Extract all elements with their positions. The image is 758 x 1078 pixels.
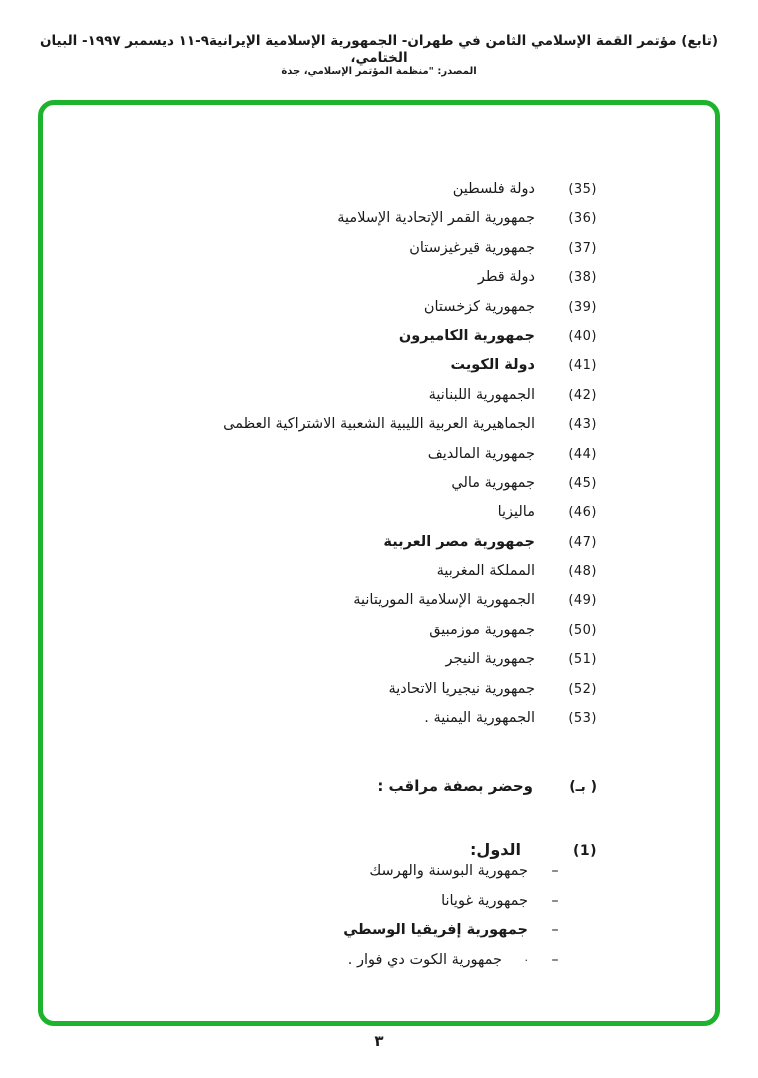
member-country-name: جمهورية موزمبيق [429,621,535,638]
member-number: (53) [568,711,597,727]
member-country-name: دولة قطر [477,269,535,286]
observer-states-list [58,857,562,976]
member-number: (48) [568,564,597,580]
observer-state-row [58,857,562,887]
member-country-name: جمهورية المالديف [427,445,535,462]
member-number: (42) [568,387,597,403]
member-country-name: جمهورية كزخستان [423,298,535,315]
member-number: (44) [568,446,597,462]
member-country-name: جمهورية الكاميرون [398,327,535,344]
member-number: (52) [568,681,597,697]
dash-bullet: – [551,952,559,969]
observers-group-marker: (1) [572,843,597,859]
observers-section-title: وحضر بصفة مراقب : [377,777,533,795]
member-number: (49) [568,593,597,609]
member-country-name: جمهورية قيرغيزستان [409,239,535,256]
green-border-frame [38,100,720,1026]
observer-state-row [58,887,562,917]
member-country-name: دولة فلسطين [452,181,535,197]
member-number: (43) [568,417,597,433]
member-country-name: جمهورية نيجيريا الاتحادية [388,680,535,697]
observers-section-marker: (بـ ) [569,779,597,795]
member-number: (45) [568,475,597,491]
member-number: (39) [568,299,597,315]
dash-bullet: – [551,922,559,939]
member-row [58,469,597,498]
member-number: (46) [568,505,597,521]
member-country-name: جمهورية النيجر [445,651,535,668]
member-row [58,440,597,469]
dash-bullet: – [551,892,559,909]
member-number: (40) [568,328,597,344]
stray-print-mark: · [524,954,528,968]
member-number: (51) [568,652,597,668]
member-country-name: المملكة المغربية [436,563,535,580]
member-states-list [58,175,597,733]
member-row [58,263,597,292]
member-row [58,322,597,351]
member-row [58,410,597,439]
member-country-name: الجمهورية الإسلامية الموريتانية [353,592,535,609]
member-country-name: جمهورية القمر الإتحادية الإسلامية [337,210,535,227]
observer-country-name: جمهورية غويانا [441,892,528,909]
member-country-name: الجمهورية اليمنية . [424,710,535,727]
member-row [58,381,597,410]
member-row [58,586,597,615]
member-row [58,498,597,527]
member-number: (38) [568,270,597,286]
member-row [58,557,597,586]
member-number: (41) [568,358,597,374]
member-number: (47) [568,534,597,550]
member-row [58,204,597,233]
member-country-name: الجماهيرية العربية الليبية الشعبية الاشتراكية العظمى [223,416,535,433]
member-row [58,293,597,322]
observer-country-name: جمهورية الكوت دي فوار . [347,952,502,969]
member-row [58,234,597,263]
member-row [58,175,597,204]
document-source-line: المصدر: "منظمة المؤتمر الإسلامي، جدة [281,66,477,77]
observer-state-row [58,916,562,946]
member-number: (50) [568,622,597,638]
member-row [58,351,597,380]
member-number: (37) [568,240,597,256]
member-row [58,675,597,704]
observer-country-name: جمهورية البوسنة والهرسك [369,863,528,879]
member-row [58,645,597,674]
member-country-name: ماليزيا [497,504,535,521]
document-title: (تابع) مؤتمر القمة الإسلامي الثامن في طهران- الجمهورية الإسلامية الإيرانية٩-١١ ديسمبر ١٩٩٧- البيان الختامي، [39,33,719,66]
observer-state-row [58,946,562,976]
dash-bullet: – [551,863,559,879]
member-country-name: دولة الكويت [450,357,535,374]
member-number: (36) [568,211,597,227]
observers-section-header [58,771,597,801]
member-country-name: جمهورية مالي [451,474,535,491]
member-number: (35) [568,182,597,197]
member-row [58,616,597,645]
observers-group-title: الدول: [470,840,521,859]
member-row [58,704,597,733]
member-country-name: جمهورية مصر العربية [383,533,535,550]
member-row [58,528,597,557]
observer-country-name: جمهورية إفريقيا الوسطي [343,922,528,939]
member-country-name: الجمهورية اللبنانية [428,386,535,403]
page-number: ٣ [374,1032,384,1050]
